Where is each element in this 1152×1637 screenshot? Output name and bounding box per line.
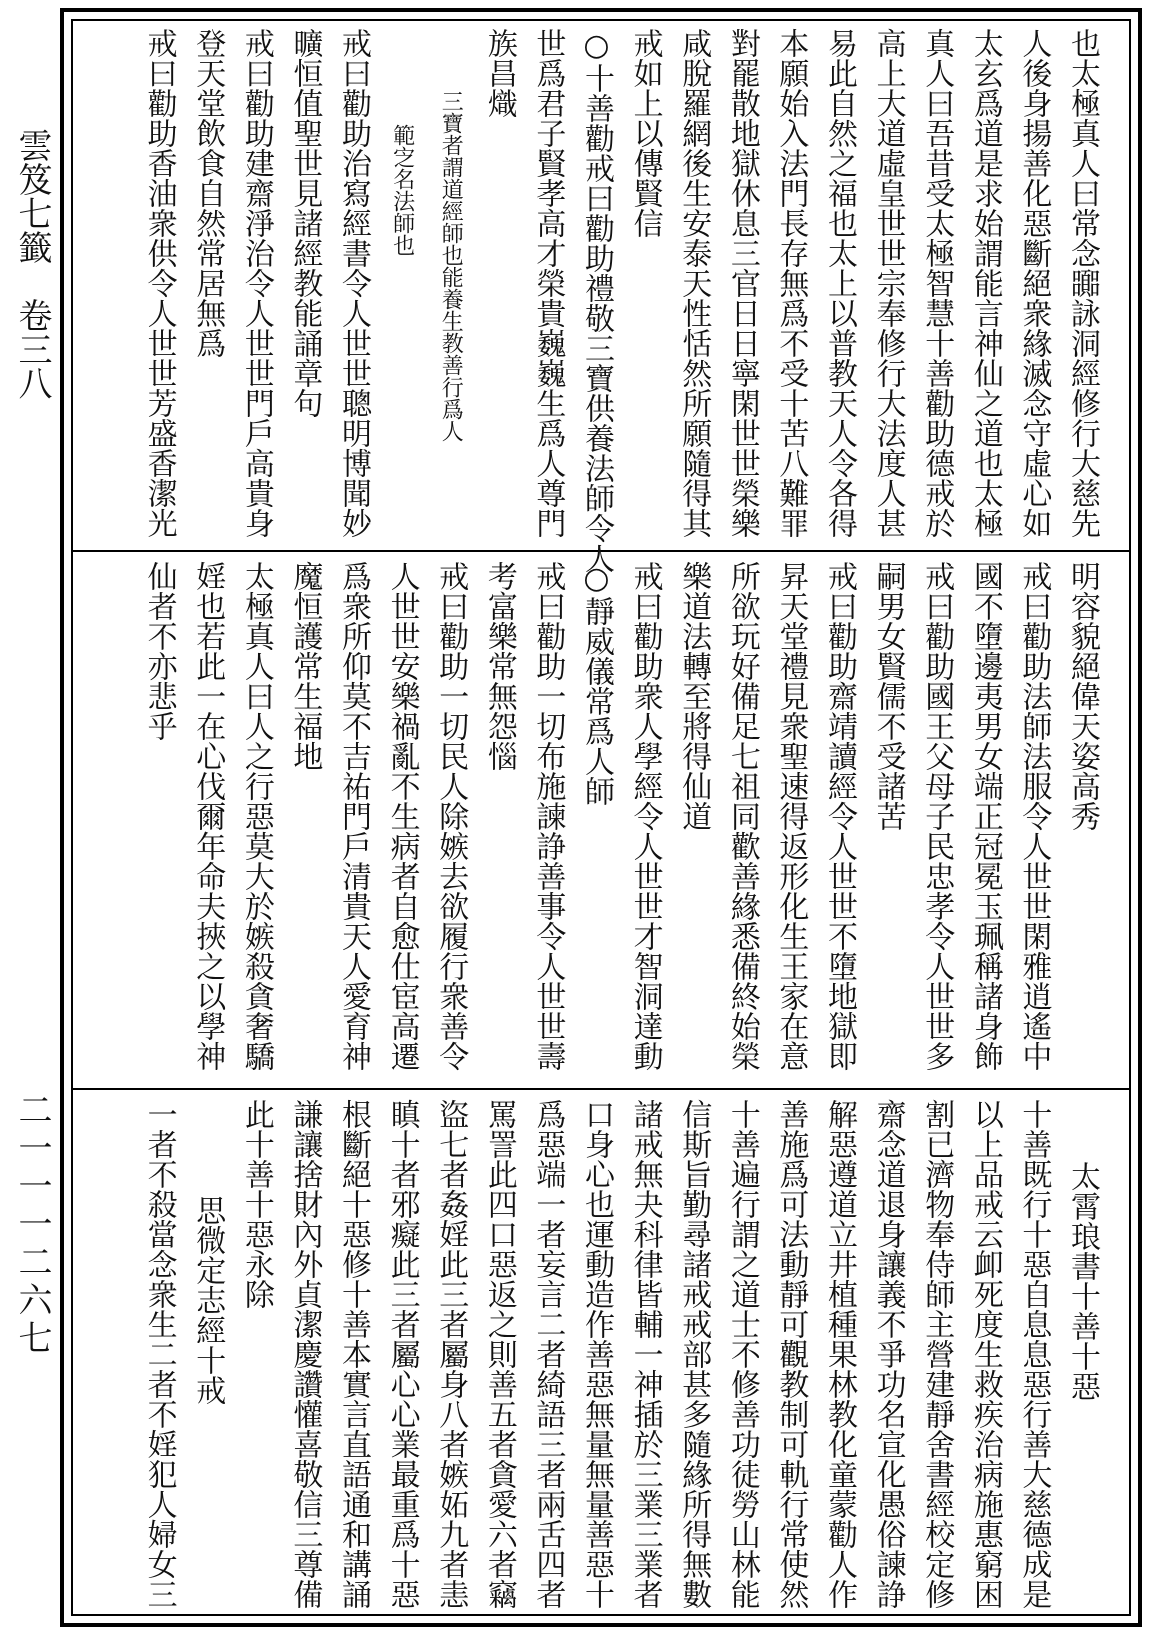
text-column: ○靜威儀常爲人師 bbox=[579, 561, 614, 806]
text-column: 齋念道退身讓義不爭功名宣化愚俗諫諍 bbox=[870, 1099, 906, 1609]
text-column: 爲惡端一者妄言二者綺語三者兩舌四者 bbox=[530, 1099, 566, 1609]
text-column: 樂道法轉至將得仙道 bbox=[676, 561, 712, 831]
text-column: 咸脫羅網後生安泰天性恬然所願隨得其 bbox=[676, 28, 712, 538]
text-column: 明容貌絕偉天姿高秀 bbox=[1065, 561, 1100, 831]
text-column: 太霄琅書十善十惡 bbox=[1065, 1161, 1100, 1401]
text-column: 瞋十者邪癡此三者屬心心業最重爲十惡 bbox=[384, 1099, 420, 1609]
text-column: 諸戒無夬科律皆輔一神插於三業三業者 bbox=[627, 1099, 663, 1609]
text-column: 人世世安樂禍亂不生病者自愈仕宦高遷 bbox=[384, 561, 420, 1071]
text-column: 戒曰勸助一切民人除嫉去欲履行衆善令 bbox=[433, 561, 469, 1071]
text-column: 戒曰勸助治寫經書令人世世聰明博聞妙 bbox=[336, 28, 371, 538]
text-column: 範㝎名法師也 bbox=[389, 124, 415, 256]
text-column: 盜七者姦婬此三者屬身八者嫉妬九者恚 bbox=[433, 1099, 469, 1609]
text-column: 思微定志經十戒 bbox=[190, 1195, 226, 1405]
text-column: 戒曰勸助齋靖讀經令人世世不墮地獄即 bbox=[822, 561, 857, 1071]
text-column: 昇天堂禮見衆聖速得返形化生王家在意 bbox=[773, 561, 809, 1071]
text-column: 一者不殺當念衆生二者不婬犯人婦女三 bbox=[141, 1099, 177, 1609]
text-column: 魔恒護常生福地 bbox=[287, 561, 323, 771]
text-column: 戒曰勸助香油衆供令人世世芳盛香潔光 bbox=[141, 28, 177, 538]
text-column: 曠恒值聖世見諸經教能誦章句 bbox=[287, 28, 323, 418]
text-column: 登天堂飲食自然常居無爲 bbox=[190, 28, 226, 358]
text-column: 解惡遵道立井植種果林教化童蒙勸人作 bbox=[822, 1099, 857, 1609]
text-column: 十善遍行謂之道士不修善功徒勞山林能 bbox=[724, 1099, 760, 1609]
text-column: 也太極真人曰常念嚻詠洞經修行大慈先 bbox=[1065, 28, 1100, 538]
text-column: 戒曰勸助國王父母子民忠孝令人世世多 bbox=[919, 561, 955, 1071]
text-column: 以上品戒云卹死度生救疾治病施惠窮困 bbox=[967, 1099, 1003, 1609]
text-column: 根斷絕十惡修十善本實言直語通和講誦 bbox=[336, 1099, 371, 1609]
section-divider bbox=[71, 1088, 1131, 1090]
text-column: 世爲君子賢孝高才榮貴巍巍生爲人尊門 bbox=[530, 28, 566, 538]
text-column: 割已濟物奉侍師主營建靜舍書經校定修 bbox=[919, 1099, 955, 1609]
text-column: 真人曰吾昔受太極智慧十善勸助德戒於 bbox=[919, 28, 955, 538]
text-column: 善施爲可法動靜可觀教制可軌行常使然 bbox=[773, 1099, 809, 1609]
text-column: 戒曰勸助衆人學經令人世世才智洞達動 bbox=[627, 561, 663, 1071]
text-column: 爲衆所仰莫不吉祐門戶清貴天人愛育神 bbox=[336, 561, 371, 1071]
text-column: 太極真人曰人之行惡莫大於嫉殺貪奢驕 bbox=[238, 561, 274, 1071]
text-column: 此十善十惡永除 bbox=[238, 1099, 274, 1309]
text-column: 戒曰勸助一切布施諫諍善事令人世世壽 bbox=[530, 561, 566, 1071]
text-column: 高上大道虛皇世世宗奉修行大法度人甚 bbox=[870, 28, 906, 538]
text-column: 本願始入法門長存無爲不受十苦八難罪 bbox=[773, 28, 809, 538]
text-column: 十善既行十惡自息息惡行善大慈德成是 bbox=[1016, 1099, 1052, 1609]
text-column: 對罷散地獄休息三官日日寧閑世世榮樂 bbox=[724, 28, 760, 538]
text-column: 族昌熾 bbox=[481, 28, 517, 118]
text-column: 戒曰勸助法師法服令人世世閑雅逍遙中 bbox=[1016, 561, 1052, 1071]
text-column: 口身心也運動造作善惡無量無量善惡十 bbox=[579, 1099, 614, 1609]
text-column: 所欲玩好備足七祖同歡善緣悉備終始榮 bbox=[724, 561, 760, 1071]
text-column: 人後身揚善化惡斷絕衆緣滅念守虛心如 bbox=[1016, 28, 1052, 538]
text-column: 信斯旨勤尋諸戒戒部甚多隨緣所得無數 bbox=[676, 1099, 712, 1609]
text-column: 仙者不亦悲乎 bbox=[141, 561, 177, 741]
text-column: 國不墮邊夷男女端正冠冕玉珮稱諸身飾 bbox=[967, 561, 1003, 1071]
text-column: ○十善勸戒曰勸助禮敬三寶供養法師令人 bbox=[579, 28, 614, 573]
text-column: 三寶者謂道經師也能養生教善行爲人 bbox=[438, 90, 464, 442]
text-column: 考富樂常無怨惱 bbox=[481, 561, 517, 771]
text-column: 嗣男女賢儒不受諸苦 bbox=[870, 561, 906, 831]
text-column: 婬也若此一在心伐爾年命夫挾之以學神 bbox=[190, 561, 226, 1071]
page-number-margin: 二一一一二六七 bbox=[12, 1092, 52, 1358]
text-column: 罵詈此四口惡返之則善五者貪愛六者竊 bbox=[481, 1099, 517, 1609]
text-column: 戒如上以傳賢信 bbox=[627, 28, 663, 238]
text-column: 太玄爲道是求始謂能言神仙之道也太極 bbox=[967, 28, 1003, 538]
text-column: 易此自然之福也太上以普教天人令各得 bbox=[822, 28, 857, 538]
text-column: 戒曰勸助建齋淨治令人世世門戶高貴身 bbox=[238, 28, 274, 538]
book-title-margin: 雲笈七籤 卷三八 bbox=[12, 128, 52, 400]
text-column: 謙讓捨財內外貞潔慶讚懽喜敬信三尊備 bbox=[287, 1099, 323, 1609]
